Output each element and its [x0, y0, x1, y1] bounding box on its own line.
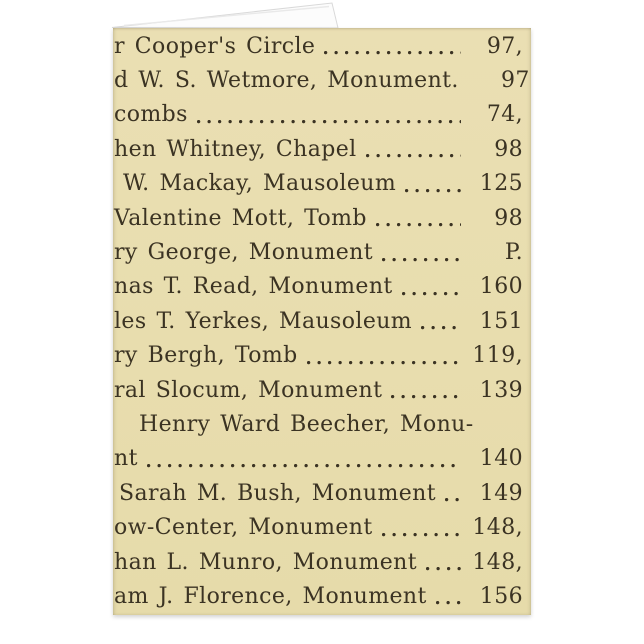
entry-label: ry George, Monument	[114, 240, 373, 266]
entry-label: am J. Florence, Monument	[114, 583, 427, 609]
index-entry-row	[113, 339, 531, 373]
entry-label: nt	[114, 446, 138, 472]
entry-page-number: 98	[494, 205, 523, 231]
entry-page-number: P.	[504, 240, 523, 266]
dot-leader	[197, 120, 461, 124]
entry-page-number: 151	[479, 308, 523, 334]
dot-leader	[382, 533, 461, 537]
entry-label: hen Whitney, Chapel	[114, 136, 357, 162]
entry-page-number: 119,	[472, 343, 523, 369]
index-entry-row	[113, 579, 531, 613]
entry-label: W. Mackay, Mausoleum	[123, 171, 397, 197]
index-entry-row	[113, 476, 531, 510]
book-index-page	[113, 28, 531, 615]
index-entry-row	[113, 235, 531, 269]
index-entry-row	[113, 201, 531, 235]
index-entry-row	[113, 167, 531, 201]
dot-leader	[324, 51, 461, 55]
entry-label: r Cooper's Circle	[114, 33, 316, 59]
entry-page-number: 148,	[472, 549, 523, 575]
dot-leader	[376, 223, 461, 227]
dot-leader	[366, 154, 461, 158]
dot-leader	[436, 601, 461, 605]
dot-leader	[445, 498, 461, 502]
index-entry-row	[113, 132, 531, 166]
dot-leader	[391, 395, 461, 399]
entry-page-number: 97	[501, 68, 530, 94]
dot-leader	[402, 292, 461, 296]
entry-label: combs	[114, 102, 188, 128]
dot-leader	[307, 361, 461, 365]
entry-label: Sarah M. Bush, Monument	[119, 480, 436, 506]
entry-page-number: 140	[479, 446, 523, 472]
dot-leader	[147, 464, 461, 468]
entry-page-number: 74,	[486, 102, 523, 128]
entry-page-number: 139	[479, 377, 523, 403]
index-entry-row	[113, 304, 531, 338]
index-list	[113, 29, 531, 614]
entry-page-number: 125	[479, 171, 523, 197]
entry-page-number: 149	[479, 480, 523, 506]
entry-label: Valentine Mott, Tomb	[114, 205, 367, 231]
dot-leader	[421, 326, 461, 330]
index-entry-row	[113, 407, 531, 441]
dot-leader	[405, 189, 461, 193]
entry-page-number: 98	[494, 136, 523, 162]
entry-page-number: 156	[479, 583, 523, 609]
index-entry-row	[113, 270, 531, 304]
dot-leader	[426, 567, 461, 571]
index-entry-row	[113, 63, 531, 97]
entry-label: ow-Center, Monument	[114, 515, 373, 541]
index-entry-row	[113, 373, 531, 407]
dot-leader	[382, 258, 461, 262]
index-entry-row	[113, 29, 531, 63]
entry-label: ral Slocum, Monument	[114, 377, 383, 403]
entry-page-number: 97,	[486, 33, 523, 59]
entry-label: han L. Munro, Monument	[114, 549, 417, 575]
index-entry-row	[113, 98, 531, 132]
entry-page-number: 160	[479, 274, 523, 300]
entry-label: les T. Yerkes, Mausoleum	[114, 308, 413, 334]
entry-label: Henry Ward Beecher, Monu-	[139, 411, 474, 437]
entry-page-number: 148,	[472, 515, 523, 541]
index-entry-row	[113, 442, 531, 476]
index-entry-row	[113, 510, 531, 544]
entry-label: ry Bergh, Tomb	[114, 343, 298, 369]
entry-label: nas T. Read, Monument	[114, 274, 393, 300]
entry-label: d W. S. Wetmore, Monument.	[114, 68, 459, 94]
index-entry-row	[113, 545, 531, 579]
